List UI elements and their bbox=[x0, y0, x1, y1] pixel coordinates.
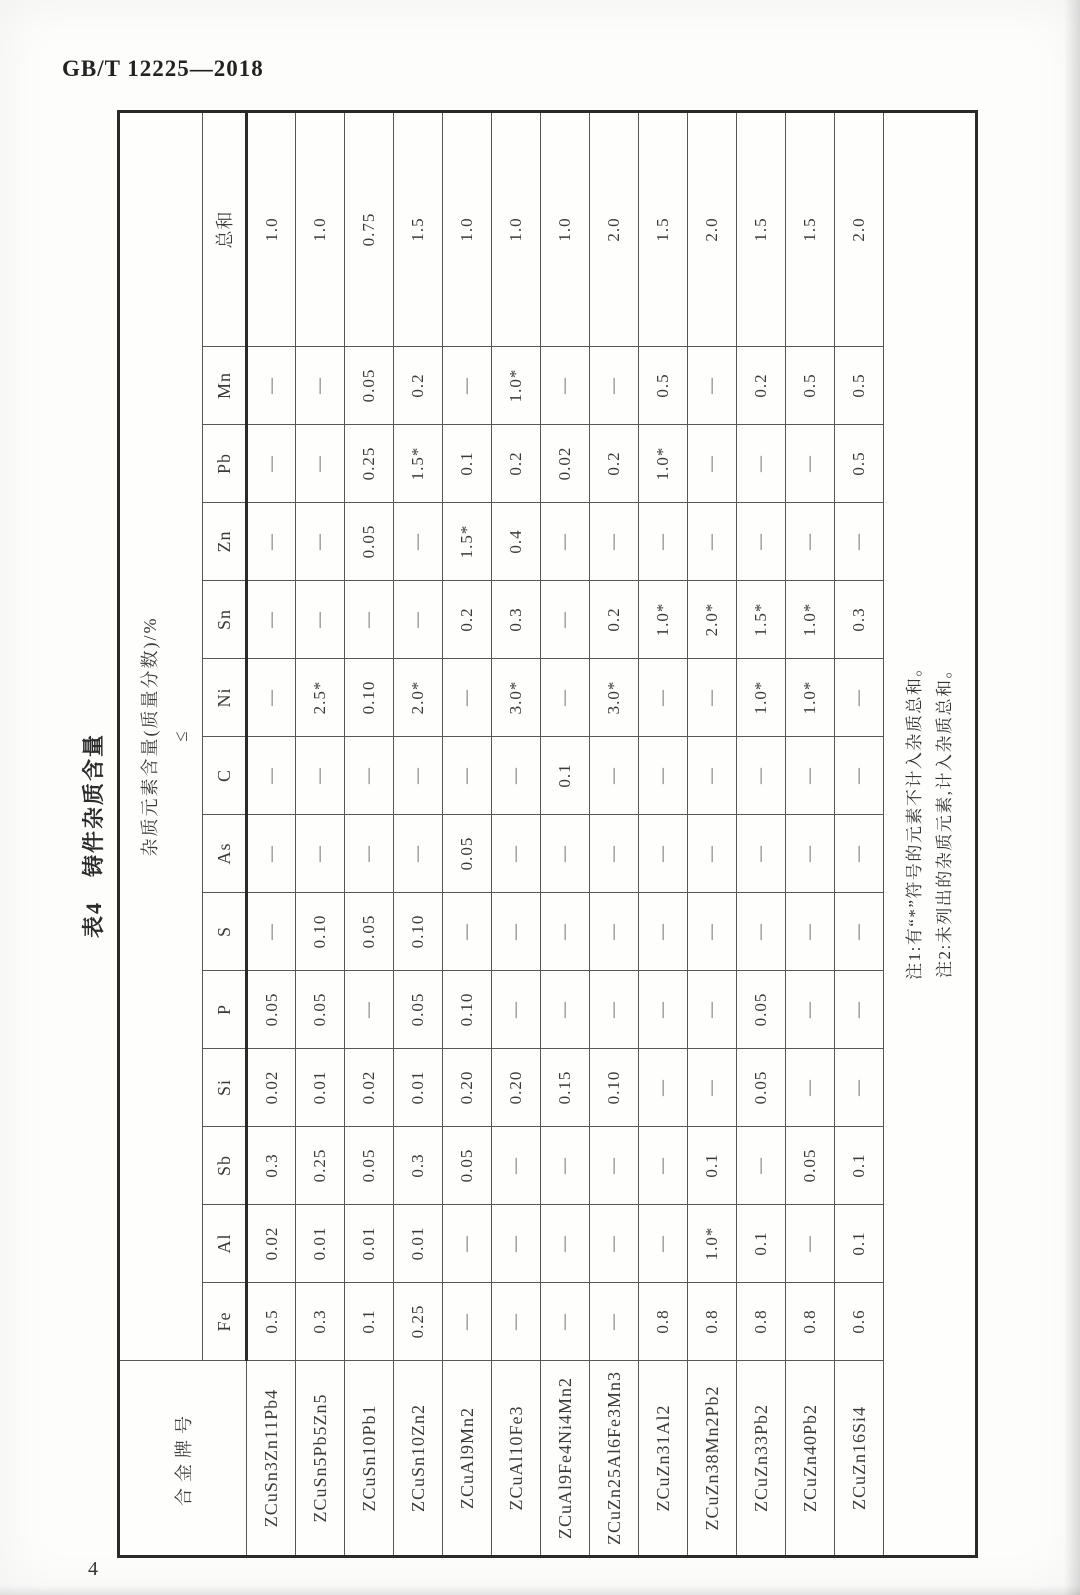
value-cell: 0.01 bbox=[345, 1205, 394, 1283]
value-cell: — bbox=[590, 347, 639, 425]
value-cell: 0.05 bbox=[345, 347, 394, 425]
value-cell: 0.02 bbox=[247, 1205, 296, 1283]
value-cell: 0.5 bbox=[639, 347, 688, 425]
value-cell: — bbox=[786, 1049, 835, 1127]
value-cell: — bbox=[639, 893, 688, 971]
value-cell: — bbox=[541, 1283, 590, 1361]
value-cell: 0.05 bbox=[443, 1127, 492, 1205]
table-row bbox=[541, 111, 590, 1556]
element-header-cell-Mn: Mn bbox=[203, 347, 247, 425]
value-cell: — bbox=[345, 971, 394, 1049]
table-row bbox=[443, 111, 492, 1556]
value-cell: — bbox=[835, 971, 884, 1049]
value-cell: — bbox=[443, 893, 492, 971]
value-cell: — bbox=[541, 815, 590, 893]
value-cell: — bbox=[737, 815, 786, 893]
value-cell: 1.0 bbox=[247, 111, 296, 346]
value-cell: — bbox=[492, 1127, 541, 1205]
element-header-cell-Al: Al bbox=[203, 1205, 247, 1283]
value-cell: 0.1 bbox=[443, 425, 492, 503]
value-cell: 0.05 bbox=[737, 1049, 786, 1127]
value-cell: — bbox=[688, 1049, 737, 1127]
value-cell: — bbox=[296, 425, 345, 503]
value-cell: — bbox=[541, 581, 590, 659]
table-row bbox=[345, 111, 394, 1556]
value-cell: 0.05 bbox=[345, 893, 394, 971]
value-cell: — bbox=[296, 347, 345, 425]
element-header-cell-Sb: Sb bbox=[203, 1127, 247, 1205]
value-cell: 0.1 bbox=[345, 1283, 394, 1361]
element-header-cell-P: P bbox=[203, 971, 247, 1049]
value-cell: 1.0 bbox=[492, 111, 541, 346]
note-line: 注1:有“*”符号的元素不计入杂质总和。 bbox=[904, 658, 924, 980]
value-cell: 0.4 bbox=[492, 503, 541, 581]
value-cell: 0.3 bbox=[296, 1283, 345, 1361]
value-cell: 0.2 bbox=[443, 581, 492, 659]
element-header-cell-总和: 总和 bbox=[203, 111, 247, 346]
value-cell: 0.3 bbox=[492, 581, 541, 659]
value-cell: 0.1 bbox=[541, 737, 590, 815]
value-cell: — bbox=[492, 893, 541, 971]
value-cell: — bbox=[590, 1127, 639, 1205]
value-cell: — bbox=[639, 737, 688, 815]
value-cell: — bbox=[247, 425, 296, 503]
value-cell: — bbox=[541, 971, 590, 1049]
value-cell: 0.25 bbox=[296, 1127, 345, 1205]
value-cell: — bbox=[492, 815, 541, 893]
table-row bbox=[492, 111, 541, 1556]
value-cell: — bbox=[247, 503, 296, 581]
impurity-header-text: 杂质元素含量(质量分数)/% bbox=[139, 616, 160, 857]
value-cell: — bbox=[541, 1127, 590, 1205]
value-cell: — bbox=[737, 1127, 786, 1205]
notes-row bbox=[884, 111, 977, 1556]
header-row-top bbox=[119, 111, 203, 1556]
value-cell: — bbox=[590, 737, 639, 815]
value-cell: — bbox=[541, 347, 590, 425]
value-cell: — bbox=[639, 503, 688, 581]
page-number: 4 bbox=[88, 1558, 98, 1580]
value-cell: 1.5* bbox=[737, 581, 786, 659]
value-cell: — bbox=[296, 503, 345, 581]
value-cell: — bbox=[835, 1049, 884, 1127]
value-cell: 2.0* bbox=[394, 659, 443, 737]
element-header-cell-Si: Si bbox=[203, 1049, 247, 1127]
element-header-cell-Ni: Ni bbox=[203, 659, 247, 737]
alloy-name-cell: ZCuSn3Zn11Pb4 bbox=[247, 1361, 296, 1557]
value-cell: — bbox=[737, 425, 786, 503]
value-cell: — bbox=[443, 737, 492, 815]
value-cell: 1.0 bbox=[443, 111, 492, 346]
table-row bbox=[786, 111, 835, 1556]
element-header-cell-Fe: Fe bbox=[203, 1283, 247, 1361]
table-row bbox=[247, 111, 296, 1556]
alloy-name-cell: ZCuAl10Fe3 bbox=[492, 1361, 541, 1557]
value-cell: 0.8 bbox=[688, 1283, 737, 1361]
value-cell: — bbox=[247, 815, 296, 893]
value-cell: 0.10 bbox=[394, 893, 443, 971]
value-cell: 0.01 bbox=[394, 1049, 443, 1127]
value-cell: 1.5 bbox=[394, 111, 443, 346]
value-cell: 0.2 bbox=[737, 347, 786, 425]
alloy-name-cell: ZCuSn5Pb5Zn5 bbox=[296, 1361, 345, 1557]
value-cell: — bbox=[541, 893, 590, 971]
value-cell: — bbox=[639, 815, 688, 893]
value-cell: 0.01 bbox=[296, 1049, 345, 1127]
value-cell: — bbox=[835, 737, 884, 815]
value-cell: — bbox=[492, 971, 541, 1049]
value-cell: — bbox=[786, 425, 835, 503]
value-cell: 0.1 bbox=[835, 1205, 884, 1283]
value-cell: 1.0 bbox=[296, 111, 345, 346]
value-cell: 0.2 bbox=[394, 347, 443, 425]
value-cell: — bbox=[639, 971, 688, 1049]
value-cell: — bbox=[737, 737, 786, 815]
element-header-cell-Pb: Pb bbox=[203, 425, 247, 503]
value-cell: 1.5 bbox=[786, 111, 835, 346]
value-cell: 0.3 bbox=[394, 1127, 443, 1205]
value-cell: — bbox=[688, 425, 737, 503]
value-cell: 1.5* bbox=[394, 425, 443, 503]
alloy-name-cell: ZCuAl9Mn2 bbox=[443, 1361, 492, 1557]
value-cell: — bbox=[835, 815, 884, 893]
rotated-table-container bbox=[75, 113, 975, 1558]
value-cell: — bbox=[639, 1127, 688, 1205]
value-cell: 0.20 bbox=[492, 1049, 541, 1127]
impurity-header-cell bbox=[119, 111, 203, 1360]
value-cell: 0.5 bbox=[786, 347, 835, 425]
value-cell: 0.75 bbox=[345, 111, 394, 346]
value-cell: — bbox=[639, 1205, 688, 1283]
value-cell: — bbox=[835, 893, 884, 971]
table-title: 表4 铸件杂质含量 bbox=[81, 733, 106, 939]
value-cell: 1.0 bbox=[541, 111, 590, 346]
alloy-name-cell: ZCuZn31Al2 bbox=[639, 1361, 688, 1557]
value-cell: — bbox=[590, 1205, 639, 1283]
value-cell: 2.5* bbox=[296, 659, 345, 737]
value-cell: 1.0* bbox=[639, 581, 688, 659]
value-cell: 0.3 bbox=[247, 1127, 296, 1205]
value-cell: — bbox=[394, 737, 443, 815]
value-cell: — bbox=[688, 737, 737, 815]
value-cell: 3.0* bbox=[590, 659, 639, 737]
value-cell: 0.1 bbox=[835, 1127, 884, 1205]
value-cell: — bbox=[492, 737, 541, 815]
value-cell: — bbox=[492, 1283, 541, 1361]
value-cell: 0.1 bbox=[688, 1127, 737, 1205]
value-cell: — bbox=[835, 503, 884, 581]
value-cell: — bbox=[590, 503, 639, 581]
value-cell: 1.0* bbox=[786, 659, 835, 737]
value-cell: — bbox=[541, 659, 590, 737]
value-cell: 0.2 bbox=[492, 425, 541, 503]
value-cell: — bbox=[247, 581, 296, 659]
value-cell: — bbox=[443, 1283, 492, 1361]
value-cell: — bbox=[345, 737, 394, 815]
value-cell: 0.10 bbox=[296, 893, 345, 971]
value-cell: — bbox=[590, 815, 639, 893]
value-cell: 1.0* bbox=[737, 659, 786, 737]
table-row bbox=[688, 111, 737, 1556]
table-row bbox=[296, 111, 345, 1556]
value-cell: 0.25 bbox=[394, 1283, 443, 1361]
value-cell: — bbox=[688, 503, 737, 581]
value-cell: — bbox=[394, 581, 443, 659]
impurity-table bbox=[117, 110, 978, 1558]
doc-number: GB/T 12225—2018 bbox=[62, 56, 264, 81]
value-cell: 0.2 bbox=[590, 581, 639, 659]
less-equal-symbol: ≤ bbox=[170, 731, 192, 742]
value-cell: 0.02 bbox=[541, 425, 590, 503]
value-cell: — bbox=[247, 737, 296, 815]
value-cell: 0.25 bbox=[345, 425, 394, 503]
table-row bbox=[590, 111, 639, 1556]
value-cell: — bbox=[786, 503, 835, 581]
value-cell: 1.5 bbox=[639, 111, 688, 346]
value-cell: — bbox=[590, 893, 639, 971]
value-cell: 0.20 bbox=[443, 1049, 492, 1127]
value-cell: 1.0* bbox=[688, 1205, 737, 1283]
value-cell: 0.5 bbox=[247, 1283, 296, 1361]
element-header-cell-Zn: Zn bbox=[203, 503, 247, 581]
value-cell: — bbox=[688, 347, 737, 425]
value-cell: 0.1 bbox=[737, 1205, 786, 1283]
value-cell: — bbox=[443, 347, 492, 425]
value-cell: — bbox=[541, 1205, 590, 1283]
value-cell: 0.01 bbox=[296, 1205, 345, 1283]
alloy-name-cell: ZCuZn16Si4 bbox=[835, 1361, 884, 1557]
table-row bbox=[737, 111, 786, 1556]
value-cell: 1.5* bbox=[443, 503, 492, 581]
value-cell: 0.01 bbox=[394, 1205, 443, 1283]
value-cell: 0.8 bbox=[786, 1283, 835, 1361]
element-header-cell-C: C bbox=[203, 737, 247, 815]
value-cell: 0.05 bbox=[345, 503, 394, 581]
value-cell: 0.8 bbox=[737, 1283, 786, 1361]
element-header-cell-Sn: Sn bbox=[203, 581, 247, 659]
value-cell: 0.5 bbox=[835, 425, 884, 503]
value-cell: — bbox=[247, 893, 296, 971]
scan-edge bbox=[1064, 0, 1080, 1595]
value-cell: 0.5 bbox=[835, 347, 884, 425]
value-cell: — bbox=[737, 503, 786, 581]
value-cell: — bbox=[786, 815, 835, 893]
alloy-header-cell: 合金牌号 bbox=[119, 1361, 247, 1557]
value-cell: 2.0 bbox=[688, 111, 737, 346]
value-cell: 0.05 bbox=[786, 1127, 835, 1205]
value-cell: 1.0* bbox=[786, 581, 835, 659]
value-cell: 0.05 bbox=[443, 815, 492, 893]
value-cell: — bbox=[296, 581, 345, 659]
element-header-cell-As: As bbox=[203, 815, 247, 893]
value-cell: — bbox=[786, 1205, 835, 1283]
element-header-cell-S: S bbox=[203, 893, 247, 971]
alloy-name-cell: ZCuZn38Mn2Pb2 bbox=[688, 1361, 737, 1557]
alloy-name-cell: ZCuZn25Al6Fe3Mn3 bbox=[590, 1361, 639, 1557]
note-line: 注2:未列出的杂质元素,计入杂质总和。 bbox=[934, 659, 954, 978]
alloy-name-cell: ZCuZn40Pb2 bbox=[786, 1361, 835, 1557]
value-cell: 0.6 bbox=[835, 1283, 884, 1361]
value-cell: 0.2 bbox=[590, 425, 639, 503]
value-cell: 0.3 bbox=[835, 581, 884, 659]
scan-edge bbox=[0, 1585, 1080, 1595]
value-cell: 0.10 bbox=[345, 659, 394, 737]
value-cell: 2.0* bbox=[688, 581, 737, 659]
value-cell: 0.05 bbox=[247, 971, 296, 1049]
value-cell: — bbox=[737, 893, 786, 971]
value-cell: — bbox=[443, 659, 492, 737]
value-cell: — bbox=[492, 1205, 541, 1283]
value-cell: — bbox=[541, 503, 590, 581]
alloy-name-cell: ZCuAl9Fe4Ni4Mn2 bbox=[541, 1361, 590, 1557]
value-cell: 0.05 bbox=[296, 971, 345, 1049]
value-cell: — bbox=[688, 815, 737, 893]
value-cell: — bbox=[639, 1049, 688, 1127]
value-cell: 0.15 bbox=[541, 1049, 590, 1127]
value-cell: — bbox=[786, 971, 835, 1049]
value-cell: — bbox=[296, 815, 345, 893]
value-cell: 0.10 bbox=[443, 971, 492, 1049]
element-header-row bbox=[203, 111, 247, 1556]
value-cell: — bbox=[345, 581, 394, 659]
alloy-name-cell: ZCuSn10Zn2 bbox=[394, 1361, 443, 1557]
value-cell: 3.0* bbox=[492, 659, 541, 737]
value-cell: 2.0 bbox=[590, 111, 639, 346]
value-cell: 1.0* bbox=[492, 347, 541, 425]
value-cell: — bbox=[688, 893, 737, 971]
value-cell: — bbox=[835, 659, 884, 737]
value-cell: 2.0 bbox=[835, 111, 884, 346]
value-cell: — bbox=[394, 503, 443, 581]
table-row bbox=[835, 111, 884, 1556]
value-cell: — bbox=[345, 815, 394, 893]
value-cell: — bbox=[688, 971, 737, 1049]
value-cell: 0.05 bbox=[394, 971, 443, 1049]
table-row bbox=[639, 111, 688, 1556]
value-cell: 1.5 bbox=[737, 111, 786, 346]
value-cell: — bbox=[786, 893, 835, 971]
table-row bbox=[394, 111, 443, 1556]
value-cell: — bbox=[590, 971, 639, 1049]
value-cell: — bbox=[296, 737, 345, 815]
value-cell: 0.05 bbox=[737, 971, 786, 1049]
value-cell: — bbox=[786, 737, 835, 815]
value-cell: — bbox=[443, 1205, 492, 1283]
value-cell: — bbox=[639, 659, 688, 737]
value-cell: — bbox=[394, 815, 443, 893]
value-cell: — bbox=[247, 347, 296, 425]
value-cell: — bbox=[590, 1283, 639, 1361]
value-cell: 0.02 bbox=[345, 1049, 394, 1127]
value-cell: 0.10 bbox=[590, 1049, 639, 1127]
value-cell: — bbox=[688, 659, 737, 737]
value-cell: 0.02 bbox=[247, 1049, 296, 1127]
alloy-name-cell: ZCuSn10Pb1 bbox=[345, 1361, 394, 1557]
alloy-name-cell: ZCuZn33Pb2 bbox=[737, 1361, 786, 1557]
value-cell: — bbox=[247, 659, 296, 737]
table-notes-cell bbox=[884, 111, 977, 1556]
value-cell: 0.05 bbox=[345, 1127, 394, 1205]
value-cell: 1.0* bbox=[639, 425, 688, 503]
value-cell: 0.8 bbox=[639, 1283, 688, 1361]
